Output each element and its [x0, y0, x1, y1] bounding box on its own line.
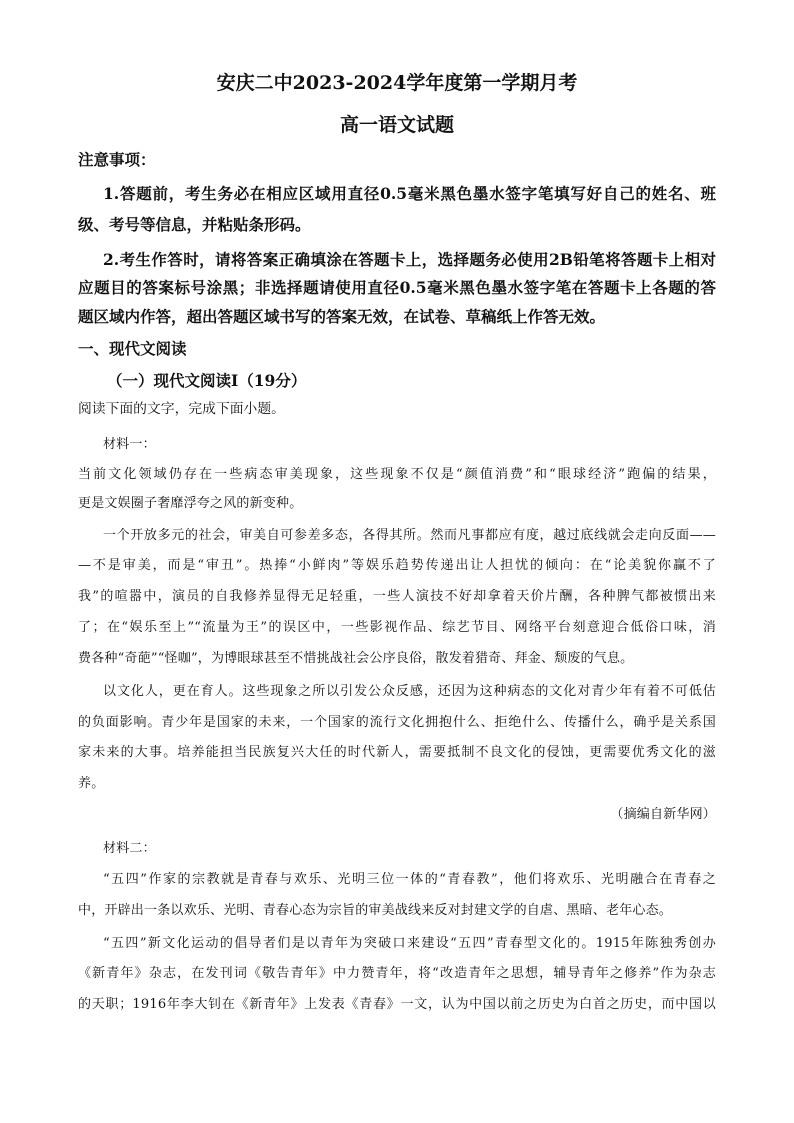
- paragraph-line: —不是审美，而是“审丑”。热捧“小鲜肉”等娱乐趋势传递出让人担忧的倾向：在“论美貌你赢不了: [78, 558, 716, 573]
- paragraph-line: “五四”作家的宗教就是青春与欢乐、光明三位一体的“青春教”，他们将欢乐、光明融合在青春之: [103, 872, 716, 887]
- material-two-label: 材料二：: [103, 841, 156, 856]
- paragraph-line: 《新青年》杂志，在发刊词《敬告青年》中力赞青年，将“改造青年之思想，辅导青年之修养”作为杂志: [78, 966, 716, 981]
- paragraph-line: 中，开辟出一条以欢乐、光明、青春心态为宗旨的审美战线来反对封建文学的自虐、黑暗、老年心态。: [78, 903, 673, 918]
- exam-subtitle: 高一语文试题: [339, 114, 454, 136]
- paragraph-line: 费各种“奇葩”“怪咖”，为博眼球甚至不惜挑战社会公序良俗，散发着猎奇、拜金、颓废的气息。: [78, 651, 634, 666]
- notice-line: 1.答题前，考生务必在相应区域用直径0.5毫米黑色墨水签字笔填写好自己的姓名、班: [103, 184, 716, 203]
- paragraph-line: 我”的喧嚣中，演员的自我修养显得无足轻重，一些人演技不好却拿着天价片酬，各种脾气都被惯出来: [78, 589, 716, 604]
- notice-line: 2.考生作答时，请将答案正确填涂在答题卡上，选择题务必使用2B铅笔将答题卡上相对: [103, 250, 716, 269]
- paragraph-line: 以文化人，更在育人。这些现象之所以引发公众反感，还因为这种病态的文化对青少年有着不可低估: [103, 684, 716, 699]
- paragraph-line: 的负面影响。青少年是国家的未来，一个国家的流行文化拥抱什么、拒绝什么、传播什么，确乎是关系国: [78, 715, 716, 730]
- paragraph-line: 家未来的大事。培养能担当民族复兴大任的时代新人，需要抵制不良文化的侵蚀，更需要优秀文化的滋: [78, 745, 716, 760]
- section-subheading: （一）现代文阅读Ⅰ（19分）: [107, 371, 307, 390]
- notice-line: 级、考号等信息，并粘贴条形码。: [78, 215, 311, 234]
- paragraph-line: 的天职；1916年李大钊在《新青年》上发表《青春》一文，认为中国以前之历史为白首之历史，而中国以: [78, 997, 716, 1012]
- exam-title: 安庆二中2023-2024学年度第一学期月考: [216, 72, 578, 94]
- material-one-label: 材料一：: [103, 437, 156, 452]
- paragraph-line: “五四”新文化运动的倡导者们是以青年为突破口来建设“五四”青春型文化的。1915年陈独秀创办: [103, 936, 716, 951]
- paragraph-line: 养。: [78, 776, 105, 791]
- material-one-source: （摘编自新华网）: [610, 807, 716, 822]
- paragraph-line: 更是文娱圈子奢靡浮夸之风的新变种。: [78, 496, 303, 511]
- notice-heading: 注意事项：: [78, 150, 156, 169]
- section-heading: 一、现代文阅读: [78, 339, 187, 358]
- notice-line: 应题目的答案标号涂黑；非选择题请使用直径0.5毫米黑色墨水签字笔在答题卡上各题的答: [78, 278, 716, 297]
- notice-line: 题区域内作答，超出答题区域书写的答案无效，在试卷、草稿纸上作答无效。: [78, 307, 606, 326]
- paragraph-line: 了；在“娱乐至上”“流量为王”的误区中，一些影视作品、综艺节目、网络平台刻意迎合低俗口味，消: [78, 620, 716, 635]
- paragraph-line: 当前文化领域仍存在一些病态审美现象，这些现象不仅是“颜值消费”和“眼球经济”跑偏的结果，: [78, 467, 716, 482]
- paragraph-line: 一个开放多元的社会，审美自可参差多态，各得其所。然而凡事都应有度，越过底线就会走向反面——: [103, 528, 716, 543]
- reading-instruction: 阅读下面的文字，完成下面小题。: [78, 401, 285, 417]
